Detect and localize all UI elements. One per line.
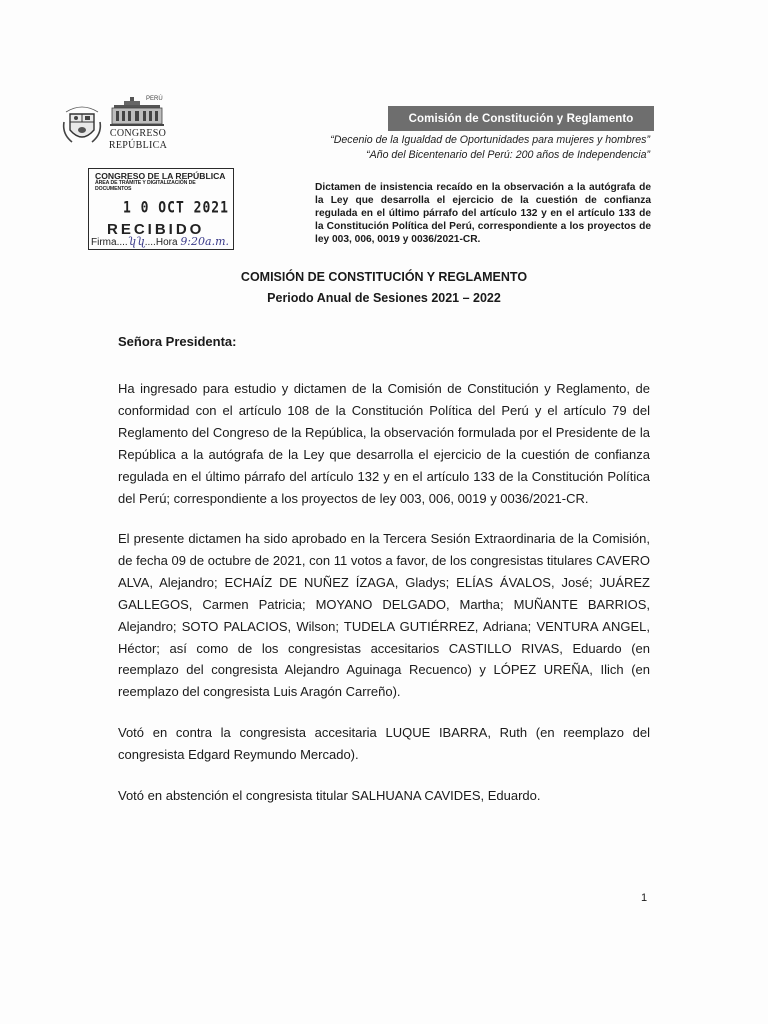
stamp-date: 1 0 OCT 2021 bbox=[123, 199, 229, 218]
decenio-line2: “Año del Bicentenario del Perú: 200 años de Independencia” bbox=[366, 149, 650, 161]
received-stamp bbox=[88, 168, 234, 250]
stamp-signature-row: Firma....ʮʯ....Hora 9:20a.m. bbox=[91, 235, 229, 248]
document-subtitle: Periodo Anual de Sesiones 2021 – 2022 bbox=[267, 291, 501, 305]
congress-name bbox=[108, 128, 168, 152]
national-seal-icon bbox=[60, 100, 104, 148]
congress-line1: CONGRESO bbox=[109, 128, 167, 139]
salutation: Señora Presidenta: bbox=[118, 334, 237, 349]
decenio-motto bbox=[230, 133, 650, 163]
stamp-hour-label: Hora bbox=[155, 237, 178, 248]
congress-line2: REPÚBLICA bbox=[108, 140, 168, 151]
paragraph-4: Votó en abstención el congresista titular SALHUANA CAVIDES, Eduardo. bbox=[118, 788, 541, 803]
stamp-institution: CONGRESO DE LA REPÚBLICA bbox=[95, 171, 226, 181]
stamp-hour-value: 9:20a.m. bbox=[180, 235, 229, 248]
stamp-area: ÁREA DE TRÁMITE Y DIGITALIZACIÓN DE DOCUMENTOS bbox=[95, 180, 196, 192]
decenio-line1: “Decenio de la Igualdad de Oportunidades para mujeres y hombres” bbox=[330, 134, 650, 146]
paragraph-2: El presente dictamen ha sido aprobado en la Tercera Sesión Extraordinaria de la Comisión, de fecha 09 de octubre de 2021, con 11 votos a favor, de los congresistas titulares CAVERO ALVA, Alejandro; ECHAÍZ DE NUÑEZ ÍZAGA, Gladys; ELÍAS ÁVALOS, José; JUÁREZ GALLEGOS, Carmen Patricia; MOYANO DELGADO, Martha; MUÑANTE BARRIOS, Alejandro; SOTO PALACIOS, Wilson; TUDELA GUTIÉRREZ, Adriana; VENTURA ANGEL, Héctor; así como de los congresistas accesitarios CASTILLO RIVAS, Eduardo (en reemplazo del congresista Alejandro Aguinaga Recuenco) y LÓPEZ UREÑA, Ilich (en reemplazo del congresista Luis Aragón Carreño). bbox=[118, 531, 650, 700]
dictamen-summary: Dictamen de insistencia recaído en la observación a la autógrafa de la Ley que desarrolla el ejercicio de la cuestión de confianza regulada en el último párrafo del artículo 132 y en el artículo 133 de la Constitución Política del Perú, correspondiente a los proyectos de ley 003, 006, 0019 y 0036/2021-CR. bbox=[315, 182, 651, 245]
stamp-signature-value: ʮʯ bbox=[127, 235, 145, 248]
document-title: COMISIÓN DE CONSTITUCIÓN Y REGLAMENTO bbox=[240, 270, 528, 284]
stamp-received: RECIBIDO bbox=[107, 221, 205, 238]
stamp-signature-label: Firma bbox=[91, 237, 117, 248]
paragraph-3: Votó en contra la congresista accesitaria LUQUE IBARRA, Ruth (en reemplazo del congresista Edgard Reymundo Mercado). bbox=[118, 725, 650, 762]
commission-banner: Comisión de Constitución y Reglamento bbox=[388, 106, 654, 131]
peru-label: PERÚ bbox=[146, 96, 163, 102]
page-number: 1 bbox=[641, 892, 648, 904]
paragraph-1: Ha ingresado para estudio y dictamen de la Comisión de Constitución y Reglamento, de conformidad con el artículo 108 de la Constitución Política del Perú y el artículo 79 del Reglamento del Congreso de la República, la observación formulada por el Presidente de la República a la autógrafa de la Ley que desarrolla el ejercicio de la cuestión de confianza regulada en el último párrafo del artículo 132 y en el artículo 133 de la Constitución Política del Perú; correspondiente a los proyectos de ley 003, 006, 0019 y 0036/2021-CR. bbox=[118, 381, 650, 506]
